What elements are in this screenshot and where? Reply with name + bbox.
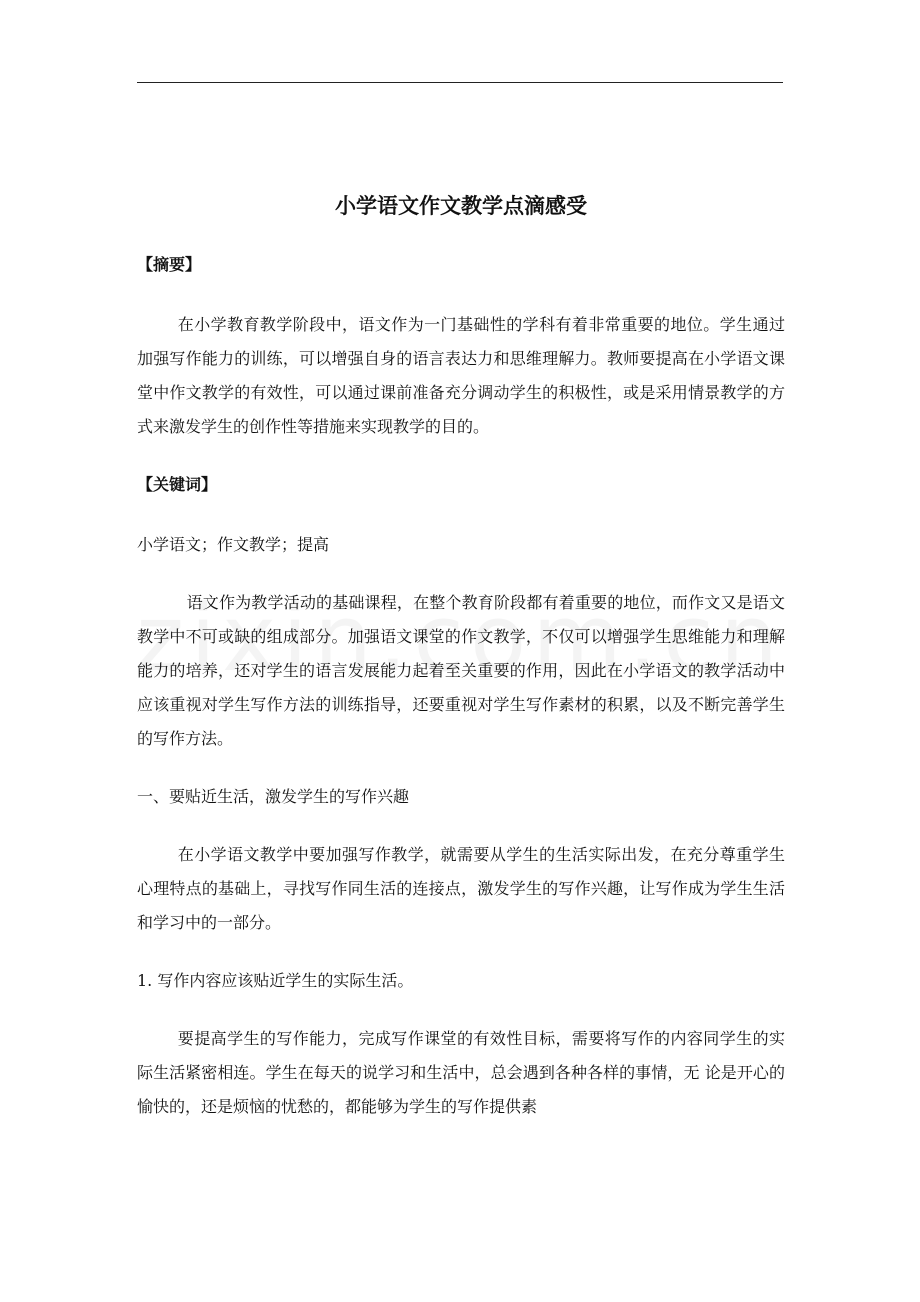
keywords-text: 小学语文；作文教学；提高 — [137, 535, 330, 554]
keywords-heading: 【关键词】 — [137, 475, 218, 494]
section1-paragraph: 在小学语文教学中要加强写作教学，就需要从学生的生活实际出发，在充分尊重学生心理特点的基础上，寻找写作同生活的连接点，激发学生的写作兴趣，让写作成为学生生活和学习中的一部分。 — [137, 845, 785, 932]
subsection1-heading: 1. 写作内容应该贴近学生的实际生活。 — [137, 971, 414, 990]
abstract-text: 在小学教育教学阶段中，语文作为一门基础性的学科有着非常重要的地位。学生通过加强写作能力的训练，可以增强自身的语言表达力和思维理解力。教师要提高在小学语文课堂中作文教学的有效性，可以通过课前准备充分调动学生的积极性，或是采用情景教学的方式来激发学生的创作性等措施来实现教学的目的。 — [137, 315, 785, 436]
document-body — [137, 186, 785, 1148]
subsection1-paragraph: 要提高学生的写作能力，完成写作课堂的有效性目标，需要将写作的内容同学生的实际生活紧密相连。学生在每天的说学习和生活中，总会遇到各种各样的事情，无 论是开心的愉快的，还是烦恼的忧愁的，都能够为学生的写作提供素 — [137, 1029, 785, 1116]
section1-heading: 一、要贴近生活，激发学生的写作兴趣 — [137, 787, 410, 806]
header-rule — [137, 82, 783, 83]
document-title: 小学语文作文教学点滴感受 — [335, 194, 587, 218]
abstract-heading: 【摘要】 — [137, 255, 202, 274]
intro-paragraph: 语文作为教学活动的基础课程，在整个教育阶段都有着重要的地位，而作文又是语文教学中不可或缺的组成部分。加强语文课堂的作文教学，不仅可以增强学生思维能力和理解能力的培养，还对学生的语言发展能力起着至关重要的作用，因此在小学语文的教学活动中应该重视对学生写作方法的训练指导，还要重视对学生写作素材的积累，以及不断完善学生的写作方法。 — [137, 593, 785, 748]
